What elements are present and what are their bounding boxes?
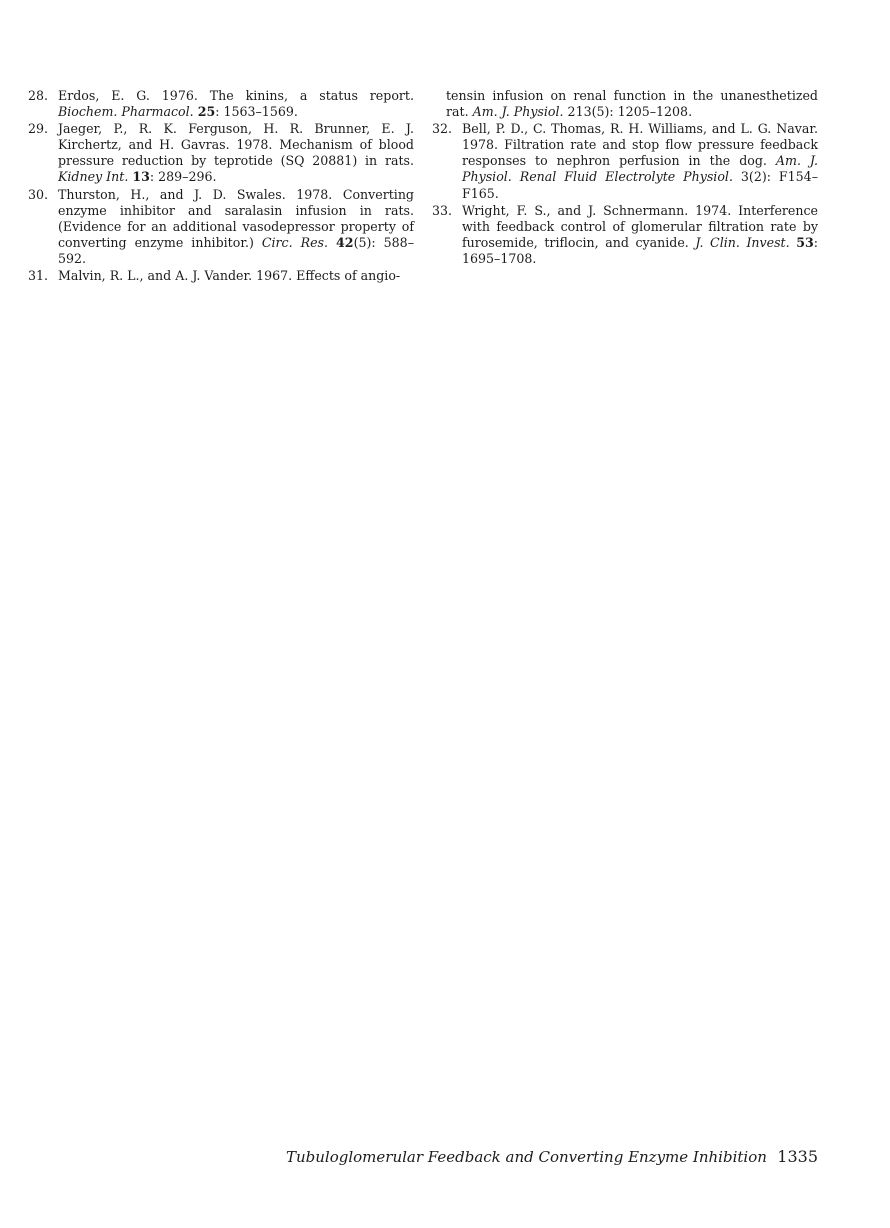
reference-list-right [432, 88, 818, 268]
reference-pages: : 1563–1569. [215, 104, 298, 120]
reference-list-left [28, 88, 414, 285]
reference-pages: (5): 588–592. [58, 234, 414, 266]
reference-volume: 53 [796, 234, 814, 250]
reference-volume: 13 [132, 169, 150, 185]
reference-number: 29. [28, 121, 49, 137]
reference-28 [28, 88, 414, 120]
reference-number: 30. [28, 186, 49, 202]
reference-33 [432, 203, 818, 267]
reference-pages: 3(2): F154–F165. [462, 169, 818, 201]
reference-number: 31. [28, 268, 49, 284]
reference-pages: : 289–296. [149, 169, 217, 185]
reference-32 [432, 121, 818, 201]
reference-journal: Am. J. Physiol. [472, 104, 564, 120]
reference-journal: Kidney Int. [58, 169, 129, 185]
reference-31-continued [432, 88, 818, 120]
reference-journal: Am. J. Physiol. Renal Fluid Electrolyte Physiol. [462, 153, 818, 185]
reference-text: Thurston, H., and J. D. Swales. 1978. Converting enzyme inhibitor and saralasin infusion in rats. (Evidence for an additional vasodepressor property of converting enzyme inhibitor.) [58, 186, 414, 250]
reference-text: tensin infusion on renal function in the unanesthetized rat. [446, 88, 818, 120]
page-number: 1335 [777, 1147, 818, 1166]
reference-number: 33. [432, 202, 453, 218]
reference-volume: 42 [336, 234, 354, 250]
reference-text: Erdos, E. G. 1976. The kinins, a status report. [58, 88, 414, 103]
reference-text-2 [328, 235, 336, 250]
reference-29 [28, 121, 414, 185]
reference-text: Malvin, R. L., and A. J. Vander. 1967. Effects of angio- [58, 268, 401, 284]
reference-text: Bell, P. D., C. Thomas, R. H. Williams, and L. G. Navar. 1978. Filtration rate and stop flow pressure feedback responses to nephron perfusion in the dog. [462, 121, 818, 169]
reference-volume: 25 [197, 104, 216, 120]
reference-journal: Biochem. Pharmacol. [58, 104, 194, 120]
reference-text: Wright, F. S., and J. Schnermann. 1974. Interference with feedback control of glomerular filtration rate by furosemide, triflocin, and cyanide. [462, 202, 818, 250]
reference-text: Jaeger, P., R. K. Ferguson, H. R. Brunner, E. J. Kirchertz, and H. Gavras. 1978. Mechanism of blood pressure reduction by teprotide (SQ 20881) in rats. [58, 121, 414, 169]
reference-number: 28. [28, 88, 49, 103]
reference-pages: : 1695–1708. [462, 234, 818, 266]
running-title: Tubuloglomerular Feedback and Converting Enzyme Inhibition [286, 1148, 767, 1166]
reference-30 [28, 187, 414, 267]
reference-pages: 213(5): 1205–1208. [563, 104, 693, 120]
reference-journal: Circ. Res. [261, 234, 329, 250]
reference-31 [28, 268, 414, 284]
reference-journal: J. Clin. Invest. [695, 234, 790, 250]
reference-number: 32. [432, 121, 453, 137]
